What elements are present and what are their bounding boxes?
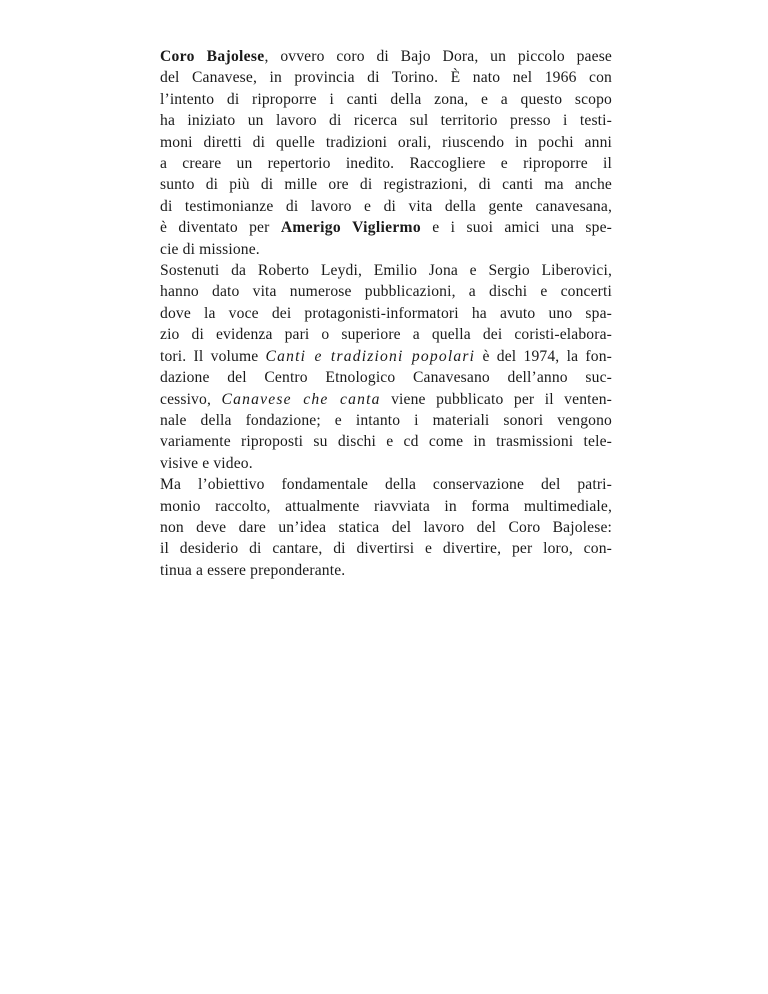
bold-text: Coro Bajolese [160, 48, 265, 65]
text-line [160, 324, 612, 345]
bold-text: Amerigo Vigliermo [280, 219, 421, 237]
text-run: l’intento di riproporre i canti della zona, e a questo scopo [160, 90, 612, 108]
text-run: Ma l’obiettivo fondamentale della conservazione del patri- [160, 476, 612, 494]
text-line [160, 410, 612, 431]
text-line [160, 217, 612, 238]
text-run: dove la voce dei protagonisti-informatori ha avuto uno spa- [160, 304, 612, 322]
paragraph [160, 474, 612, 581]
text-run: , ovvero coro di Bajo Dora, un piccolo paese [264, 48, 612, 65]
text-run: Sostenuti da Roberto Leydi, Emilio Jona e Sergio Liberovici, [160, 262, 612, 280]
text-run: del Canavese, in provincia di Torino. È nato nel 1966 con [160, 69, 612, 87]
text-run: è del 1974, la fon- [475, 347, 612, 365]
text-line [160, 367, 612, 388]
text-run: moni diretti di quelle tradizioni orali, riuscendo in pochi anni [160, 133, 612, 151]
text-line [160, 196, 612, 217]
text-line [160, 110, 612, 131]
text-run: è diventato per [160, 219, 281, 237]
text-line [160, 560, 612, 581]
paragraph [160, 46, 612, 260]
text-run: nale della fondazione; e intanto i materiali sonori vengono [160, 411, 612, 429]
text-run: tori. Il volume [160, 347, 266, 365]
text-line [160, 346, 612, 367]
text-line [160, 281, 612, 302]
body-text [160, 46, 612, 581]
text-line [160, 431, 612, 452]
text-run: cie di missione. [160, 240, 260, 258]
text-run: e i suoi amici una spe- [420, 219, 612, 237]
text-run: il desiderio di cantare, di divertirsi e divertire, per loro, con- [160, 540, 612, 558]
text-line [160, 517, 612, 538]
text-line [160, 239, 612, 260]
text-run: monio raccolto, attualmente riavviata in forma multimediale, [160, 497, 612, 515]
text-run: a creare un repertorio inedito. Raccogliere e riproporre il [160, 155, 612, 173]
text-run: di testimonianze di lavoro e di vita della gente canavesana, [160, 197, 612, 215]
text-line [160, 389, 612, 410]
text-run: zio di evidenza pari o superiore a quella dei coristi-elabora- [160, 326, 612, 344]
text-line [160, 46, 612, 67]
text-run: cessivo, [160, 390, 222, 408]
text-line [160, 174, 612, 195]
italic-title: Canavese che canta [221, 390, 381, 408]
text-run: ha iniziato un lavoro di ricerca sul territorio presso i testi- [160, 112, 612, 130]
text-line [160, 303, 612, 324]
text-line [160, 89, 612, 110]
text-line [160, 67, 612, 88]
text-run: sunto di più di mille ore di registrazioni, di canti ma anche [160, 176, 612, 194]
text-line [160, 496, 612, 517]
text-run: variamente riproposti su dischi e cd come in trasmissioni tele- [160, 433, 612, 451]
text-line [160, 453, 612, 474]
text-run: dazione del Centro Etnologico Canavesano dell’anno suc- [160, 369, 612, 387]
text-line [160, 260, 612, 281]
text-run: non deve dare un’idea statica del lavoro del Coro Bajolese: [160, 518, 612, 536]
text-run: tinua a essere preponderante. [160, 561, 346, 579]
text-line [160, 538, 612, 559]
text-line [160, 153, 612, 174]
text-run: visive e video. [160, 454, 253, 472]
italic-title: Canti e tradizioni popolari [265, 347, 476, 365]
text-line [160, 132, 612, 153]
paragraph [160, 260, 612, 474]
text-run: hanno dato vita numerose pubblicazioni, a dischi e concerti [160, 283, 612, 301]
text-line [160, 474, 612, 495]
text-run: viene pubblicato per il venten- [380, 390, 612, 408]
